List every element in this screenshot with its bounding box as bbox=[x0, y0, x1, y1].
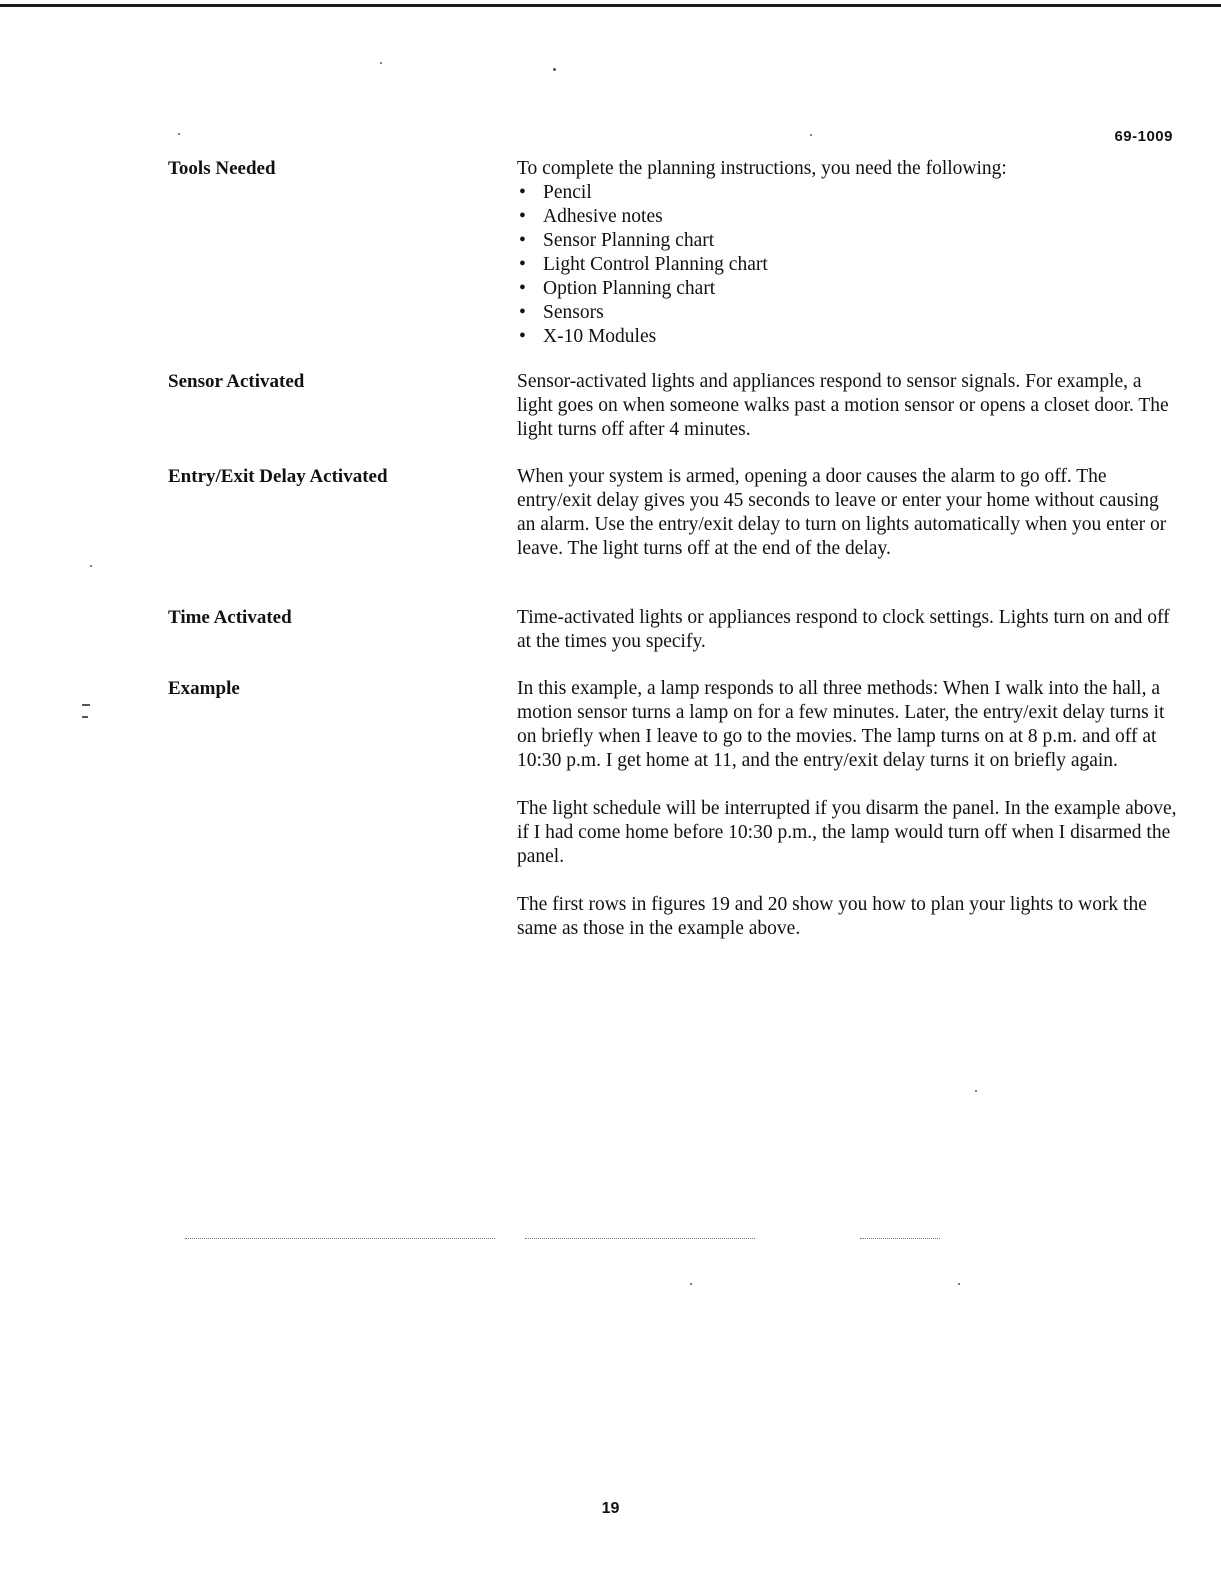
tools-list bbox=[517, 181, 1177, 349]
list-item: • Sensor Planning chart bbox=[517, 229, 1177, 253]
scan-speck bbox=[958, 1283, 960, 1285]
scan-speck bbox=[690, 1283, 692, 1285]
entry-exit-delay-text: When your system is armed, opening a door causes the alarm to go off. The entry/exit delay gives you 45 seconds to leave or enter your home without causing an alarm. Use the entry/exit delay to turn on lights automatically when you enter or leave. The light turns off at the end of the delay. bbox=[517, 466, 1167, 559]
scan-speck bbox=[810, 134, 812, 136]
top-rule bbox=[0, 4, 1221, 7]
scan-speck bbox=[82, 704, 90, 706]
scan-speck bbox=[82, 716, 88, 718]
section-label-example: Example bbox=[168, 678, 240, 699]
page-number: 19 bbox=[601, 1500, 620, 1517]
list-item: • X-10 Modules bbox=[517, 325, 1177, 349]
tools-intro: To complete the planning instructions, you need the following: bbox=[517, 158, 1007, 179]
document-number: 69-1009 bbox=[1114, 128, 1173, 145]
section-label-time-activated: Time Activated bbox=[168, 607, 292, 628]
section-label-tools-needed: Tools Needed bbox=[168, 158, 276, 179]
section-label-sensor-activated: Sensor Activated bbox=[168, 371, 305, 392]
example-paragraph: The light schedule will be interrupted if you disarm the panel. In the example above, if I had come home before 10:30 p.m., the lamp would turn off when I disarmed the panel. bbox=[517, 798, 1177, 867]
section-body-time-activated bbox=[517, 606, 1177, 654]
list-item: • Pencil bbox=[517, 181, 1177, 205]
section-body-entry-exit-delay bbox=[517, 465, 1177, 561]
section-body-sensor-activated bbox=[517, 370, 1177, 442]
list-item: • Light Control Planning chart bbox=[517, 253, 1177, 277]
list-item: • Option Planning chart bbox=[517, 277, 1177, 301]
example-paragraph: In this example, a lamp responds to all three methods: When I walk into the hall, a motion sensor turns a lamp on for a few minutes. Later, the entry/exit delay turns it on briefly when I leave to go to the movies. The lamp turns on at 8 p.m. and off at 10:30 p.m. I get home at 11, and the entry/exit delay turns it on briefly again. bbox=[517, 678, 1165, 771]
section-label-entry-exit-delay: Entry/Exit Delay Activated bbox=[168, 466, 388, 487]
example-paragraph: The first rows in figures 19 and 20 show you how to plan your lights to work the same as those in the example above. bbox=[517, 894, 1147, 939]
scan-dotted-line bbox=[860, 1238, 940, 1239]
list-item: • Adhesive notes bbox=[517, 205, 1177, 229]
time-activated-text: Time-activated lights or appliances respond to clock settings. Lights turn on and off at the times you specify. bbox=[517, 607, 1170, 652]
scan-dotted-line bbox=[525, 1238, 755, 1239]
list-item: • Sensors bbox=[517, 301, 1177, 325]
section-body-tools-needed bbox=[517, 157, 1177, 349]
scan-speck bbox=[380, 62, 382, 64]
scan-speck bbox=[553, 68, 556, 71]
scan-dotted-line bbox=[185, 1238, 495, 1239]
scan-speck bbox=[178, 133, 180, 135]
section-body-example bbox=[517, 677, 1177, 941]
scan-speck bbox=[975, 1090, 977, 1092]
scan-speck bbox=[90, 565, 92, 567]
sensor-activated-text: Sensor-activated lights and appliances respond to sensor signals. For example, a light goes on when someone walks past a motion sensor or opens a closet door. The light turns off after 4 minutes. bbox=[517, 371, 1169, 440]
